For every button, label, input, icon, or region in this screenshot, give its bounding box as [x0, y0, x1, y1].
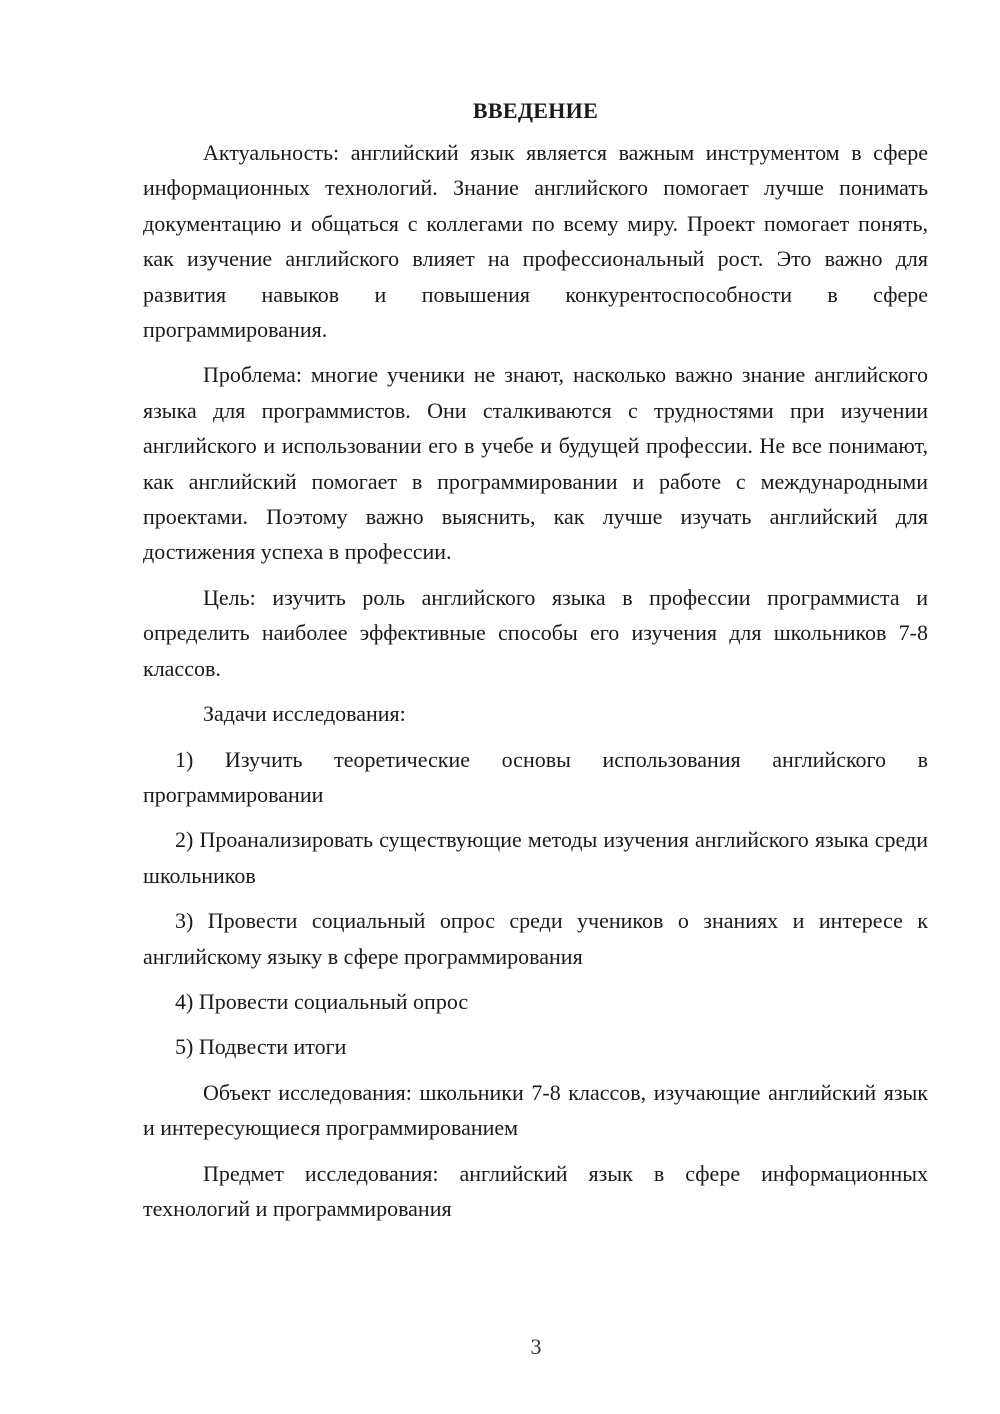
paragraph-relevance: Актуальность: английский язык является важным инструментом в сфере информационных технологий. Знание английского помогает лучше понимать документацию и общаться с коллегами по всему миру. Проект помогает понять, как изучение английского влияет на профессиональный рост. Это важно для развития навыков и повышения конкурентоспособности в сфере программирования. — [143, 140, 928, 343]
document-page — [143, 96, 928, 1236]
page-number: 3 — [530, 1334, 542, 1359]
task-item-3: 3) Провести социальный опрос среди учеников о знаниях и интересе к английскому языку в сфере программирования — [143, 908, 928, 969]
task-item-2: 2) Проанализировать существующие методы изучения английского языка среди школьников — [143, 827, 928, 888]
section-title: ВВЕДЕНИЕ — [472, 98, 599, 123]
paragraph-object: Объект исследования: школьники 7-8 классов, изучающие английский язык и интересующиеся программированием — [143, 1079, 928, 1141]
paragraph-problem: Проблема: многие ученики не знают, насколько важно знание английского языка для программистов. Они сталкиваются с трудностями при изучении английского и использовании его в учебе и будущей профессии. Не все понимают, как английский помогает в программировании и работе с международными проектами. Поэтому важно выяснить, как лучше изучать английский для достижения успеха в профессии. — [143, 362, 928, 565]
task-item-4: 4) Провести социальный опрос — [175, 988, 469, 1014]
paragraph-subject: Предмет исследования: английский язык в сфере информационных технологий и программирования — [143, 1160, 928, 1221]
paragraph-goal: Цель: изучить роль английского языка в профессии программиста и определить наиболее эффективные способы его изучения для школьников 7-8 классов. — [143, 584, 928, 681]
tasks-heading: Задачи исследования: — [203, 701, 406, 727]
task-item-5: 5) Подвести итоги — [175, 1034, 347, 1060]
task-item-1: 1) Изучить теоретические основы использования английского в программировании — [143, 746, 928, 807]
